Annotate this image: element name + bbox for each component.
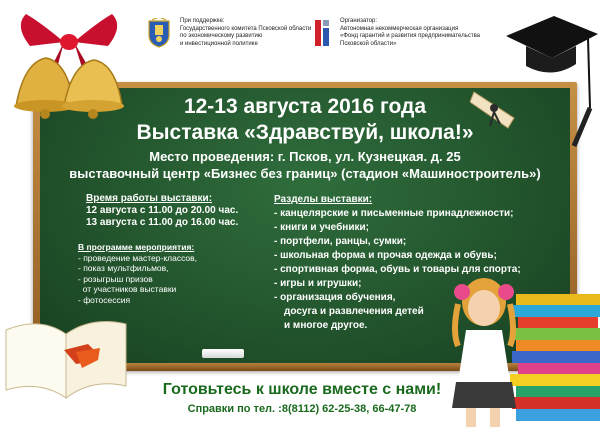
section-item: - организация обучения, — [274, 292, 396, 303]
section-item: досуга и развлечения детей — [284, 306, 424, 317]
program-item: - фотосессия — [78, 294, 131, 305]
working-hours-line: 12 августа с 11.00 до 20.00 час. — [86, 205, 239, 216]
working-hours — [86, 193, 238, 229]
program-item: - розыгрыш призов — [78, 273, 153, 284]
organizer-line: Псковской области» — [340, 40, 397, 47]
sponsor-line: Государственного комитета Псковской области — [180, 25, 312, 32]
section-item: - канцелярские и письменные принадлежности; — [274, 208, 514, 219]
sponsor-line: по экономическому развитию — [180, 33, 263, 39]
sponsor-line: и инвестиционной политике — [180, 40, 258, 47]
bells-with-bow-icon — [6, 2, 134, 122]
program-item: - проведение мастер-классов, — [78, 252, 198, 263]
organizer-line: Автономная некоммерческая организация — [340, 25, 459, 32]
diploma-scroll-icon — [470, 82, 526, 132]
section-item: - игры и игрушки; — [274, 278, 362, 289]
sponsor-line: При поддержке: — [180, 18, 225, 24]
organizer-text — [340, 18, 480, 48]
chalk-piece — [202, 349, 244, 358]
venue-address: Место проведения: г. Псков, ул. Кузнецкая. д. 25 — [149, 149, 461, 164]
sponsor-text — [180, 18, 311, 48]
sections-heading: Разделы выставки: — [274, 194, 373, 205]
organizer-line: Организатор: — [340, 18, 378, 24]
event-date-title: 12-13 августа 2016 года — [183, 95, 427, 118]
section-item: и многое другое. — [284, 320, 368, 331]
venue-center: выставочный центр «Бизнес без границ» (стадион «Машиностроитель») — [69, 166, 541, 181]
program-item: - показ мультфильмов, — [78, 263, 169, 273]
program-heading: В программе мероприятия: — [78, 242, 195, 252]
section-item: - школьная форма и прочая одежда и обувь; — [274, 250, 497, 261]
working-hours-line: 13 августа с 11.00 до 16.00 час. — [86, 217, 239, 228]
event-name-title: Выставка «Здравствуй, школа!» — [136, 121, 474, 144]
section-item: - книги и учебники; — [274, 222, 369, 233]
organizer-line: «Фонд гарантий и развития предпринимательства — [340, 33, 481, 39]
section-item: - портфели, ранцы, сумки; — [274, 236, 407, 247]
section-item: - спортивная форма, обувь и товары для спорта; — [274, 264, 521, 275]
working-hours-heading: Время работы выставки: — [86, 193, 213, 204]
program-item: от участников выставки — [78, 284, 177, 294]
phone-info: Справки по тел. :8(8112) 62-25-38, 66-47-78 — [187, 403, 417, 415]
coat-of-arms-icon — [146, 18, 172, 48]
sponsor-block — [146, 18, 311, 48]
organizer-logo-icon — [314, 18, 332, 48]
slogan: Готовьтесь к школе вместе с нами! — [162, 381, 442, 398]
organizer-block — [314, 18, 480, 48]
